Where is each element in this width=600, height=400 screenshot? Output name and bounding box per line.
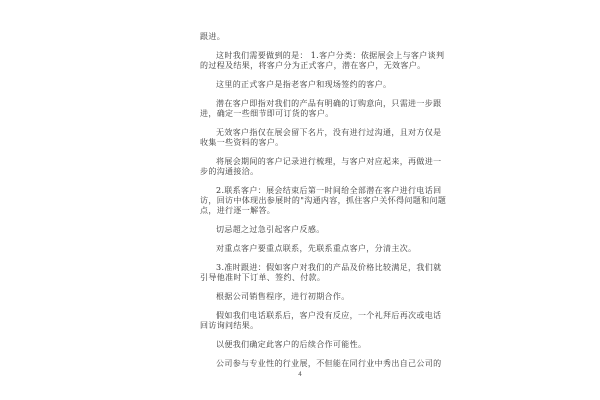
text-line: 对重点客户要重点联系，先联系重点客户，分清主次。 bbox=[216, 244, 417, 253]
text-line: 进，确定一些细节即可订货的客户。 bbox=[200, 109, 334, 118]
text-line: 2.联系客户：展会结束后第一时间给全部潜在客户进行电话回 bbox=[216, 186, 442, 195]
paragraph-gap bbox=[200, 283, 405, 292]
text-line: 访，回访中体现出参展时的"沟通内容，抓住客户关怀得问题和问题 bbox=[200, 196, 447, 205]
text-line: 将展会期间的客户记录进行梳理，与客户对应起来，再做进一 bbox=[216, 157, 442, 166]
text-line: 的过程及结果，将客户分为正式客户，潜在客户，无效客户。 bbox=[200, 61, 426, 70]
text-line: 回访询问结果。 bbox=[200, 321, 259, 330]
paragraph-gap bbox=[200, 302, 405, 311]
paragraph-gap bbox=[200, 42, 405, 51]
paragraph-gap bbox=[200, 177, 405, 186]
paragraph-gap bbox=[200, 90, 405, 99]
page-number: 4 bbox=[298, 371, 302, 378]
paragraph-gap bbox=[200, 71, 405, 80]
text-line: 无效客户指仅在展会留下名片，没有进行过沟通，且对方仅是 bbox=[216, 128, 442, 137]
paragraph-gap bbox=[200, 331, 405, 340]
text-line: 步的沟通接洽。 bbox=[200, 167, 259, 176]
text-line: 切忌超之过急引起客户反感。 bbox=[216, 225, 325, 234]
text-line: 跟进。 bbox=[200, 32, 226, 41]
paragraph-gap bbox=[200, 254, 405, 263]
text-line: 收集一些资料的客户。 bbox=[200, 138, 284, 147]
paragraph-gap bbox=[200, 216, 405, 225]
text-line: 这里的正式客户是指老客户和现场签约的客户。 bbox=[216, 80, 392, 89]
text-line: 潜在客户即指对我们的产品有明确的订购意向，只需进一步跟 bbox=[216, 99, 442, 108]
text-line: 以便我们确定此客户的后续合作可能性。 bbox=[216, 340, 367, 349]
paragraph-gap bbox=[200, 119, 405, 128]
paragraph-gap bbox=[200, 235, 405, 244]
paragraph-gap bbox=[200, 350, 405, 359]
text-line: 这时我们需要做到的是： 1.客户分类：依据展会上与客户谈判 bbox=[216, 51, 445, 60]
text-line: 公司参与专业性的行业展，不但能在同行业中秀出自己公司的 bbox=[216, 359, 442, 368]
text-line: 根据公司销售程序，进行初期合作。 bbox=[216, 292, 350, 301]
text-line: 点，进行逐一解答。 bbox=[200, 206, 276, 215]
text-line: 引导他准时下订单、签约、付款。 bbox=[200, 273, 326, 282]
paragraph-gap bbox=[200, 148, 405, 157]
text-line: 3.准时跟进：假如客户对我们的产品及价格比较满足，我们就 bbox=[216, 263, 442, 272]
document-body bbox=[200, 32, 447, 369]
text-line: 假如我们电话联系后，客户没有反应，一个礼拜后再次或电话 bbox=[216, 311, 442, 320]
